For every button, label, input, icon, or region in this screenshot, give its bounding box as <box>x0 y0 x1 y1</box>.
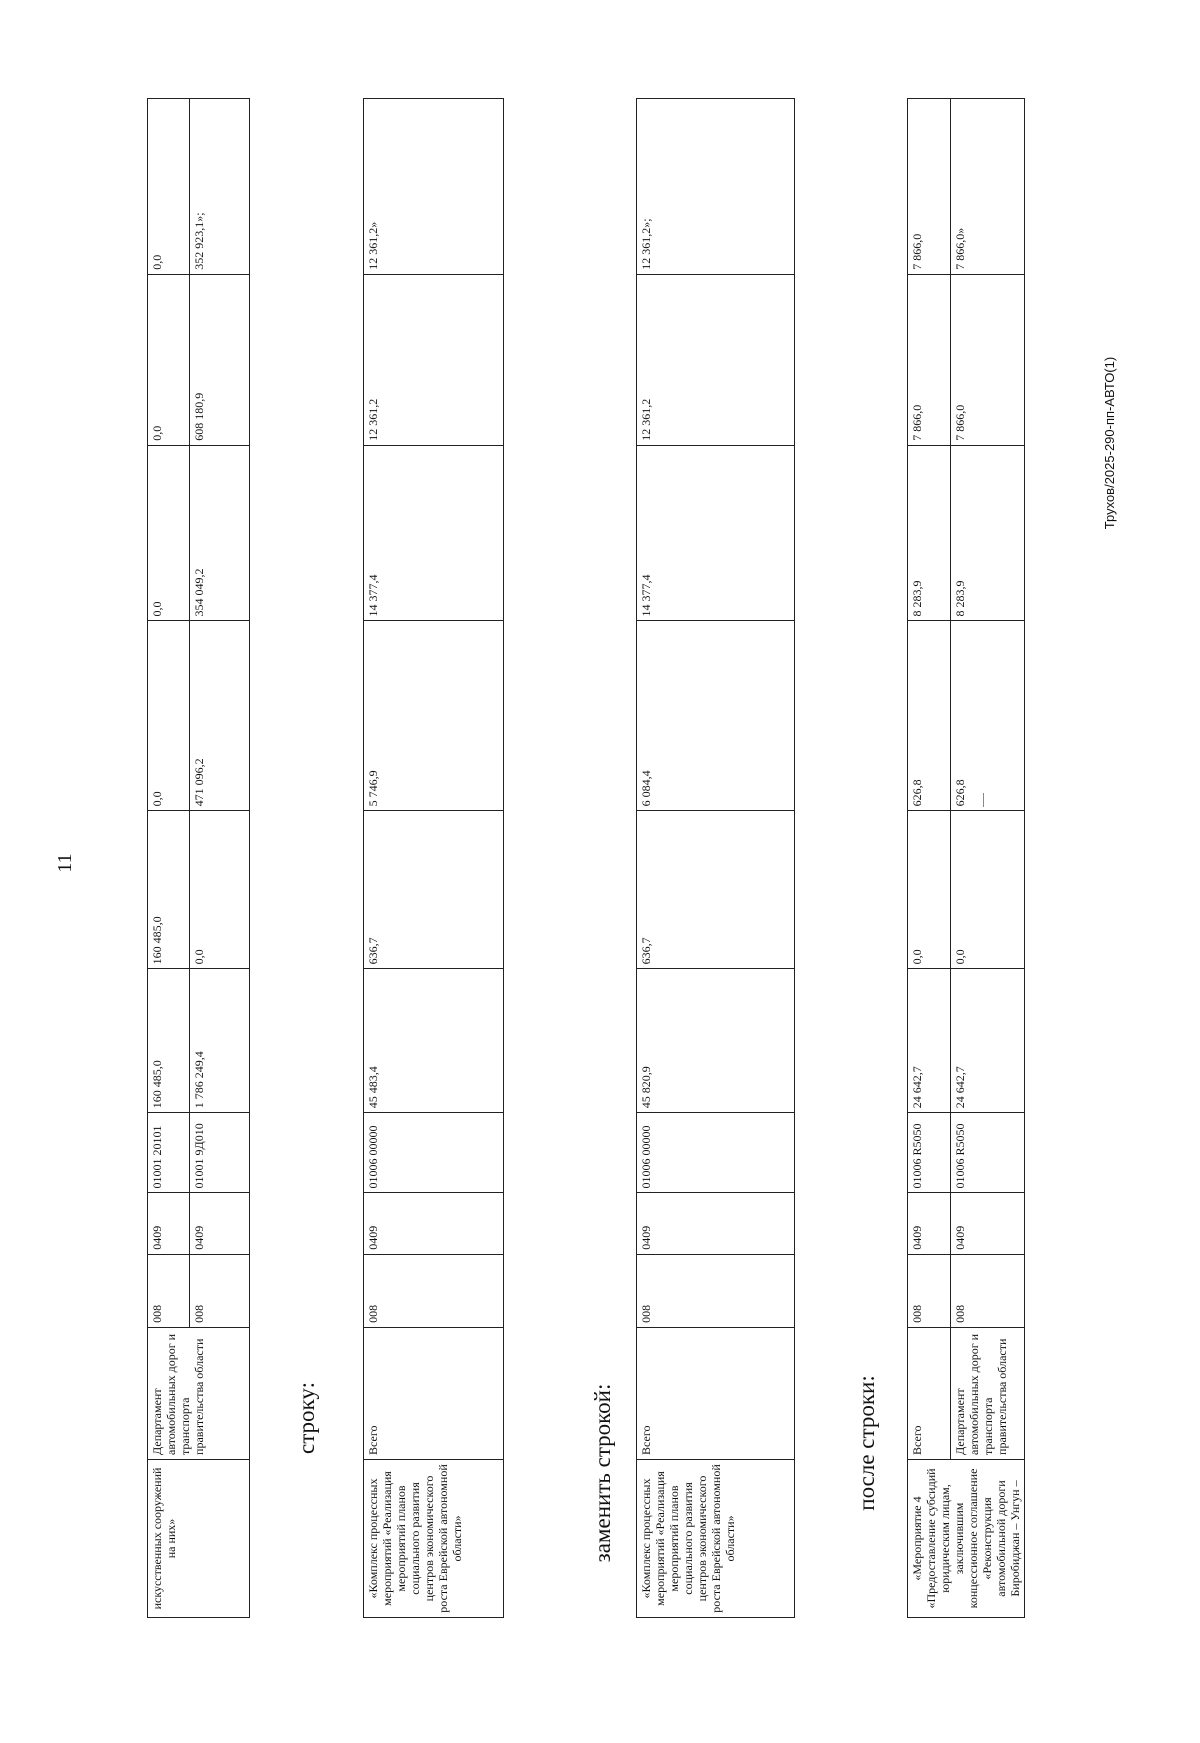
table-cell: 45 820,9 <box>637 969 795 1113</box>
table-cell: 008 <box>148 1254 190 1327</box>
table-new-row <box>636 98 795 1618</box>
table-cell: 24 642,7 <box>950 969 1024 1113</box>
table-cell: 0,0 <box>148 274 190 445</box>
table-cell: 0409 <box>908 1193 951 1254</box>
table-cell: 7 866,0 <box>950 274 1024 445</box>
table-cell: Всего <box>637 1327 795 1459</box>
table-cell: 45 483,4 <box>364 969 504 1113</box>
table-cell: 160 485,0 <box>148 811 190 969</box>
table-cell: 01006 00000 <box>364 1113 504 1193</box>
table-cell: 14 377,4 <box>364 445 504 621</box>
table-row <box>908 99 951 1618</box>
table-cell: 160 485,0 <box>148 969 190 1113</box>
table-cell: 14 377,4 <box>637 445 795 621</box>
table-row <box>364 99 504 1618</box>
page-number: 11 <box>54 853 76 873</box>
table-cell: 008 <box>364 1254 504 1327</box>
table-cell: 636,7 <box>364 811 504 969</box>
table-cell: 01006 R5050 <box>908 1113 951 1193</box>
table-cell: 12 361,2»; <box>637 99 795 275</box>
table-cell: 0,0 <box>148 445 190 621</box>
table-cell: 0409 <box>637 1193 795 1254</box>
table-cell: 24 642,7 <box>908 969 951 1113</box>
table-cell: 008 <box>637 1254 795 1327</box>
table-cell: 0409 <box>190 1193 250 1254</box>
table-cell: 1 786 249,4 <box>190 969 250 1113</box>
label-zamenit: заменить строкой: <box>590 1383 615 1563</box>
table-cell: 5 746,9 <box>364 621 504 811</box>
table-cell: 7 866,0 <box>908 274 951 445</box>
table-cell: 01006 00000 <box>637 1113 795 1193</box>
table-cell: искусственных сооружений на них» <box>148 1459 250 1617</box>
table-cell: 6 084,4 <box>637 621 795 811</box>
table-cell: 12 361,2 <box>364 274 504 445</box>
table-cell: 0409 <box>148 1193 190 1254</box>
table-cell: 7 866,0 <box>908 99 951 275</box>
table-cell: Всего <box>364 1327 504 1459</box>
table-cell: 471 096,2 <box>190 621 250 811</box>
table-cell: 7 866,0» <box>950 99 1024 275</box>
table-cell: 0409 <box>950 1193 1024 1254</box>
table-cell: 008 <box>190 1254 250 1327</box>
table-cell: 01006 R5050 <box>950 1113 1024 1193</box>
table-cell: 008 <box>950 1254 1024 1327</box>
table-cell: 01001 20101 <box>148 1113 190 1193</box>
table-cell: 008 <box>908 1254 951 1327</box>
table-cell: 626,8 <box>908 621 951 811</box>
label-posle: после строки: <box>854 1375 879 1511</box>
table-row <box>637 99 795 1618</box>
table-cell: 0,0 <box>190 811 250 969</box>
table-row <box>148 99 190 1618</box>
table-cell: 354 049,2 <box>190 445 250 621</box>
table-cell: 626,8 <box>950 621 1024 811</box>
table-cell: 12 361,2 <box>637 274 795 445</box>
table-row <box>950 99 1024 1618</box>
table-cell: 01001 9Д010 <box>190 1113 250 1193</box>
table-cell: 0,0 <box>148 621 190 811</box>
table-cell: 608 180,9 <box>190 274 250 445</box>
table-after-row <box>907 98 1025 1618</box>
table-continuation <box>147 98 250 1618</box>
document-code: Трухов/2025-290-пп-АВТО(1) <box>1102 356 1117 530</box>
table-cell: 0,0 <box>950 811 1024 969</box>
label-stroku: строку: <box>294 1382 319 1454</box>
table-cell: Департамент автомобильных дорог и транспорта правительства области <box>148 1327 250 1459</box>
table-old-row <box>363 98 504 1618</box>
table-cell: 352 923,1»; <box>190 99 250 275</box>
table-cell: 0409 <box>364 1193 504 1254</box>
table-cell: «Комплекс процессных мероприятий «Реализация мероприятий планов социального развития центров экономического роста Еврейской автономной области» <box>364 1459 504 1617</box>
table-cell: 0,0 <box>148 99 190 275</box>
table-cell: 636,7 <box>637 811 795 969</box>
table-cell: «Мероприятие 4 «Предоставление субсидий юридическим лицам, заключившим концессионное соглашение «Реконструкция автомобильной дороги Биробиджан – Унгун – <box>908 1459 1025 1617</box>
table-cell: 8 283,9 <box>950 445 1024 621</box>
table-cell: 0,0 <box>908 811 951 969</box>
table-cell: 8 283,9 <box>908 445 951 621</box>
table-cell: Всего <box>908 1327 951 1459</box>
table-cell: 12 361,2» <box>364 99 504 275</box>
table-cell: Департамент автомобильных дорог и транспорта правительства области <box>950 1327 1024 1459</box>
table-cell: «Комплекс процессных мероприятий «Реализация мероприятий планов социального развития центров экономического роста Еврейской автономной области» <box>637 1459 795 1617</box>
